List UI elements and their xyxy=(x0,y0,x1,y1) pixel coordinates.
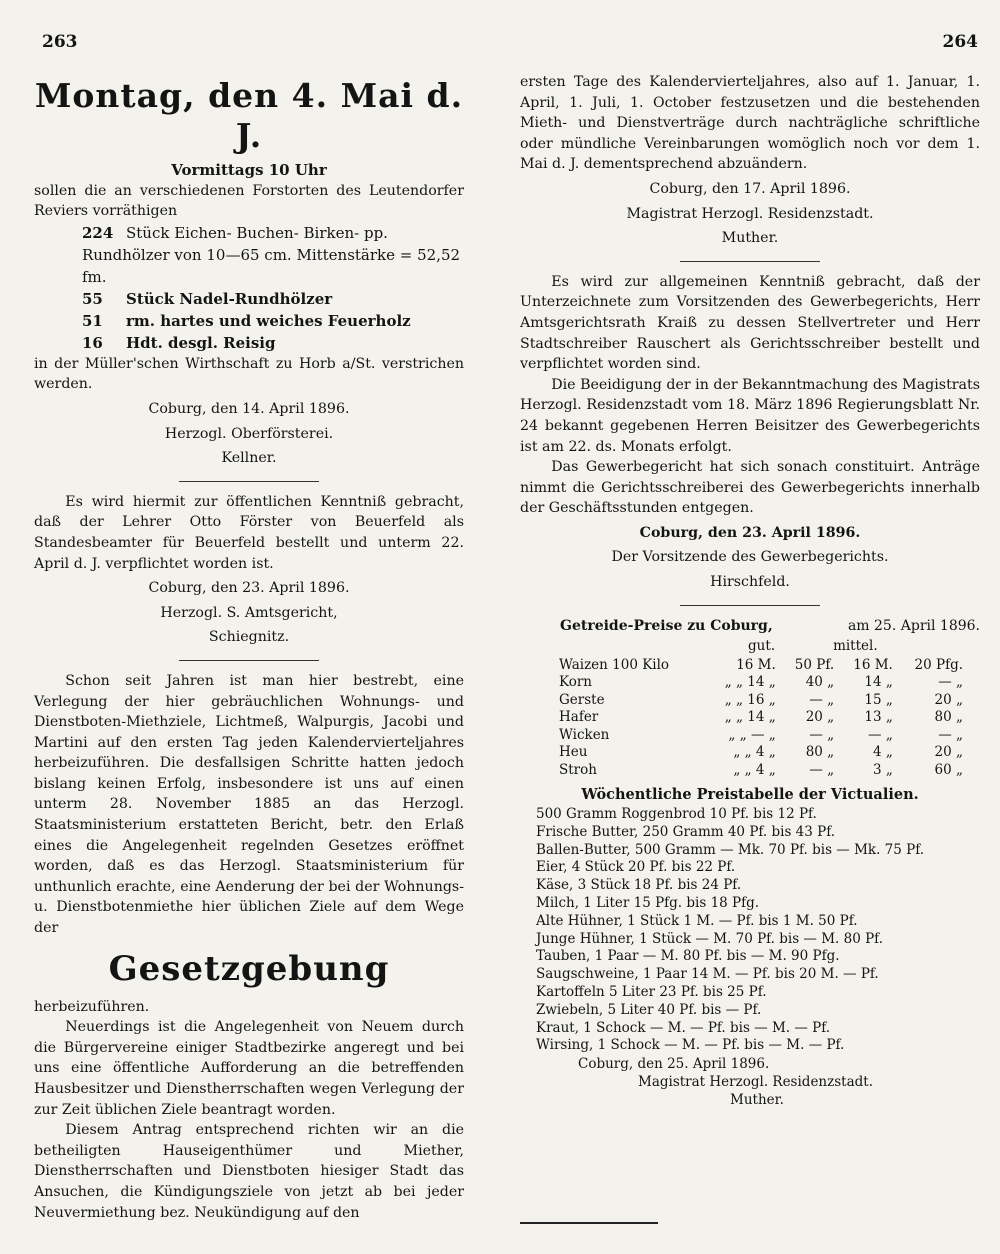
page-number-left: 263 xyxy=(42,32,78,52)
right-column xyxy=(520,72,980,1109)
table-cell: „ „ 16 „ xyxy=(724,691,776,708)
prices-header xyxy=(560,616,980,637)
table-row xyxy=(556,762,966,780)
notice-registrar: Es wird hiermit zur öffentlichen Kenntniß gebracht, daß der Lehrer Otto Förster von Beuerfeld als Standesbeamter für Beuerfeld bestellt und unterm 22. April d. J. verpflichtet worden ist. xyxy=(34,493,464,572)
table-row xyxy=(556,657,966,675)
list-item: Alte Hühner, 1 Stück 1 M. — Pf. bis 1 M. 50 Pf. xyxy=(536,912,858,929)
table-cell: Stroh xyxy=(559,761,597,778)
prices-date: am 25. April 1896. xyxy=(847,617,980,634)
table-cell: 20 „ xyxy=(934,744,963,761)
prices-title: Getreide-Preise zu Coburg, xyxy=(560,617,773,634)
column-header-gut: gut. xyxy=(748,638,776,655)
table-cell: 40 „ xyxy=(805,674,835,691)
column-header-mittel: mittel. xyxy=(833,638,878,655)
table-cell: Heu xyxy=(559,744,588,761)
name-signature: Hirschfeld. xyxy=(710,574,790,591)
table-cell: — „ xyxy=(809,691,835,708)
grain-prices-table xyxy=(556,657,966,780)
divider xyxy=(179,481,319,482)
auction-item: 16 Hdt. desgl. Reisig xyxy=(82,333,276,352)
weekly-prices-title: Wöchentliche Preistabelle der Victualien. xyxy=(581,786,919,804)
table-cell: — „ xyxy=(938,726,963,743)
table-row xyxy=(556,709,966,727)
table-cell: 16 M. xyxy=(736,656,776,673)
auction-items xyxy=(34,222,464,354)
table-cell: 4 „ xyxy=(872,744,893,761)
list-item: Milch, 1 Liter 15 Pfg. bis 18 Pfg. xyxy=(536,894,760,911)
list-item: 500 Gramm Roggenbrod 10 Pf. bis 12 Pf. xyxy=(536,805,817,822)
list-item: Frische Butter, 250 Gramm 40 Pf. bis 43 Pf. xyxy=(536,823,836,840)
date-line: Coburg, den 17. April 1896. xyxy=(649,180,851,197)
table-cell: — „ xyxy=(809,726,835,743)
list-item: Junge Hühner, 1 Stück — M. 70 Pf. bis — M. 80 Pf. xyxy=(536,930,883,947)
table-cell: 50 Pf. xyxy=(794,656,835,673)
bottom-rule xyxy=(520,1222,658,1224)
table-cell: — „ xyxy=(868,726,893,743)
auction-item: 51 rm. hartes und weiches Feuerholz xyxy=(82,311,411,330)
table-cell: „ „ 4 „ xyxy=(733,744,776,761)
table-cell: 20 „ xyxy=(934,691,963,708)
list-item: Tauben, 1 Paar — M. 80 Pf. bis — M. 90 Pfg. xyxy=(536,948,840,965)
date-line: Coburg, den 14. April 1896. xyxy=(148,400,350,417)
date-line: Coburg, den 23. April 1896. xyxy=(639,524,861,541)
list-item: Käse, 3 Stück 18 Pf. bis 24 Pf. xyxy=(536,877,742,894)
table-cell: 20 Pfg. xyxy=(914,656,963,673)
prices-column-headers xyxy=(748,636,980,657)
auction-outro: in der Müller'schen Wirthschaft zu Horb a/St. verstrichen werden. xyxy=(34,355,464,393)
paragraph: Diesem Antrag entsprechend richten wir an die betheiligten Hauseigenthümer und Miether, Dienstherrschaften und Dienstboten hiesiger Stadt das Ansuchen, die Kündigungsziele von jetzt ab bei jeder Neuvermiethung bez. Neukündigung auf den xyxy=(34,1122,464,1221)
table-cell: Wicken xyxy=(559,726,610,743)
notice-title: Montag, den 4. Mai d. J. xyxy=(34,76,464,155)
list-item: Zwiebeln, 5 Liter 40 Pf. bis — Pf. xyxy=(536,1001,762,1018)
table-cell: 3 „ xyxy=(872,761,893,778)
list-item: Kraut, 1 Schock — M. — Pf. bis — M. — Pf. xyxy=(536,1019,831,1036)
paragraph: Das Gewerbegericht hat sich sonach constituirt. Anträge nimmt die Gerichtsschreiberei des Gewerbegerichts innerhalb der Geschäftsstunden entgegen. xyxy=(520,459,980,517)
paragraph: herbeizuführen. xyxy=(34,998,150,1015)
auction-intro: sollen die an verschiedenen Forstorten des Leutendorfer Reviers vorräthigen xyxy=(34,182,464,220)
date-line: Coburg, den 23. April 1896. xyxy=(148,580,350,597)
table-cell: Gerste xyxy=(559,691,605,708)
date-line: Coburg, den 25. April 1896. xyxy=(578,1056,770,1073)
table-cell: — „ xyxy=(938,674,963,691)
list-item: Saugschweine, 1 Paar 14 M. — Pf. bis 20 M. — Pf. xyxy=(536,966,879,983)
name-signature: Muther. xyxy=(721,230,779,247)
office-signature: Magistrat Herzogl. Residenzstadt. xyxy=(638,1074,873,1091)
table-cell: 16 M. xyxy=(853,656,893,673)
headline-word: Gesetzgebung xyxy=(108,948,390,989)
divider xyxy=(179,660,319,661)
office-signature: Herzogl. Oberförsterei. xyxy=(164,425,334,442)
table-cell: 80 „ xyxy=(805,744,835,761)
table-row xyxy=(556,744,966,762)
table-cell: 15 „ xyxy=(864,691,893,708)
table-cell: 14 „ xyxy=(864,674,893,691)
table-cell: 13 „ xyxy=(864,709,893,726)
name-signature: Kellner. xyxy=(221,450,277,467)
name-signature: Schiegnitz. xyxy=(208,629,290,646)
office-signature: Der Vorsitzende des Gewerbegerichts. xyxy=(611,549,889,566)
weekly-prices-list xyxy=(520,806,980,1055)
table-cell: 80 „ xyxy=(934,709,963,726)
list-item: Wirsing, 1 Schock — M. — Pf. bis — M. — Pf. xyxy=(536,1037,845,1054)
table-cell: 20 „ xyxy=(805,709,835,726)
table-cell: „ „ 14 „ xyxy=(724,709,776,726)
page-number-right: 264 xyxy=(942,32,978,52)
paragraph: Neuerdings ist die Angelegenheit von Neuem durch die Bürgervereine einiger Stadtbezirke angeregt und bei uns eine öffentliche Aufforderung an die betreffenden Hausbesitzer und Dienstherrschaften wegen Verlegung der zur Zeit üblichen Ziele beantragt worden. xyxy=(34,1019,464,1118)
paragraph: ersten Tage des Kalendervierteljahres, also auf 1. Januar, 1. April, 1. Juli, 1. October festzusetzen und die bestehenden Mieth- und Dienstverträge durch nachträgliche schriftliche oder mündliche Vereinbarungen womöglich noch vor dem 1. Mai d. J. dementsprechend abzuändern. xyxy=(520,74,980,173)
table-cell: „ „ — „ xyxy=(728,726,776,743)
auction-item: 224 Stück Eichen- Buchen- Birken- pp. Rundhölzer von 10—65 cm. Mittenstärke = 52,52 fm. xyxy=(82,223,461,286)
table-cell: „ „ 4 „ xyxy=(733,761,776,778)
auction-item: 55 Stück Nadel-Rundhölzer xyxy=(82,289,333,308)
table-row xyxy=(556,727,966,745)
table-cell: Hafer xyxy=(559,709,599,726)
notice-court: Es wird zur allgemeinen Kenntniß gebracht, daß der Unterzeichnete zum Vorsitzenden des Gewerbegerichts, Herr Amtsgerichtsrath Kraiß zu dessen Stellvertreter und Herr Stadtschreiber Rauschert als Gerichtsschreiber bestellt und verpflichtet worden sind. xyxy=(520,273,980,373)
paragraph: Die Beeidigung der in der Bekanntmachung des Magistrats Herzogl. Residenzstadt vom 18. März 1896 Regierungsblatt Nr. 24 bekannt gegebenen Herren Beisitzer des Gewerbegerichts ist am 22. ds. Monats erfolgt. xyxy=(520,376,980,455)
divider xyxy=(680,261,820,262)
office-signature: Magistrat Herzogl. Residenzstadt. xyxy=(626,205,874,222)
table-cell: Waizen 100 Kilo xyxy=(559,656,670,673)
list-item: Eier, 4 Stück 20 Pf. bis 22 Pf. xyxy=(536,859,736,876)
list-item: Kartoffeln 5 Liter 23 Pf. bis 25 Pf. xyxy=(536,983,767,1000)
table-row xyxy=(556,674,966,692)
table-row xyxy=(556,692,966,710)
table-cell: Korn xyxy=(559,674,592,691)
left-column xyxy=(34,72,464,1223)
divider xyxy=(680,605,820,606)
office-signature: Herzogl. S. Amtsgericht, xyxy=(160,604,338,621)
notice-subtitle: Vormittags 10 Uhr xyxy=(171,161,327,179)
notice-rent-terms: Schon seit Jahren ist man hier bestrebt, eine Verlegung der hier gebräuchlichen Wohnungs- und Dienstboten-Miethziele, Lichtmeß, Walpurgis, Jacobi und Martini auf den ersten Tag jeden Kalendervierteljahres herbeizuführen. Die desfallsigen Schritte hatten jedoch bislang keinen Erfolg, insbesondere ist uns auf einen unterm 28. November 1885 an das Herzogl. Staatsministerium erstatteten Bericht, betr. den Erlaß eines die Angelegenheit regelnden Gesetzes eröffnet worden, daß es das Herzogl. Staatsministerium für unthunlich erachte, eine Aenderung der bei der Wohnungs- u. Dienstbotenmiethe hier üblichen Ziele auf dem Wege der xyxy=(34,672,464,937)
table-cell: „ „ 14 „ xyxy=(724,674,776,691)
name-signature: Muther. xyxy=(730,1092,784,1109)
table-cell: — „ xyxy=(809,761,835,778)
table-cell: 60 „ xyxy=(934,761,963,778)
list-item: Ballen-Butter, 500 Gramm — Mk. 70 Pf. bis — Mk. 75 Pf. xyxy=(536,841,925,858)
